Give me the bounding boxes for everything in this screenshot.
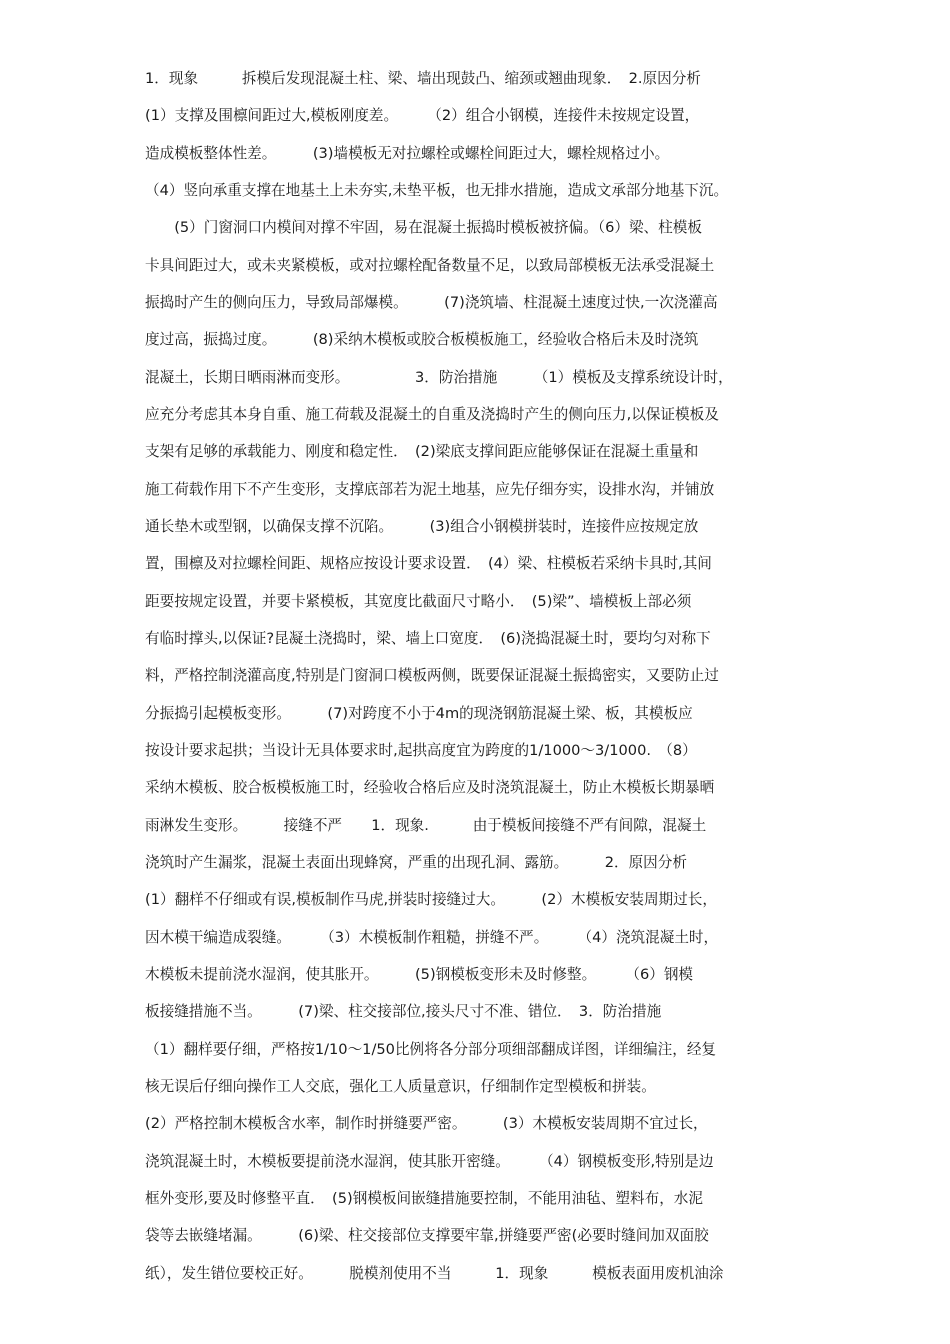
text-line: （4）竖向承重支撑在地基土上未夯实,未垫平板，也无排水措施，造成文承部分地基下沉。 (145, 182, 729, 199)
text-line: 通长垫木或型钢，以确保支撑不沉陷。 (3)组合小钢模拼装时，连接件应按规定放 (145, 518, 699, 535)
text-line: 振捣时产生的侧向压力，导致局部爆模。 (7)浇筑墙、柱混凝土速度过快,一次浇灌高 (145, 294, 718, 311)
text-line: 料，严格控制浇灌高度,特别是门窗洞口模板两侧，既要保证混凝土振捣密实，又要防止过 (145, 667, 719, 684)
text-line: 支架有足够的承载能力、刚度和稳定性． (2)梁底支撑间距应能够保证在混凝土重量和 (145, 443, 699, 460)
text-line: 分振捣引起模板变形。 (7)对跨度不小于4m的现浇钢筋混凝土梁、板，其模板应 (145, 705, 693, 722)
text-line: 浇筑混凝土时，木模板要提前浇水湿润，使其胀开密缝。 （4）钢模板变形,特别是边 (145, 1153, 714, 1170)
text-line: (1）支撑及围檩间距过大,模板刚度差。 （2）组合小钢模，连接件未按规定设置， (145, 107, 700, 124)
text-line: 混凝土，长期日晒雨淋而变形。 3．防治措施 （1）模板及支撑系统设计时， (145, 369, 733, 386)
text-line: 框外变形,要及时修整平直． (5)钢模板间嵌缝措施要控制，不能用油毡、塑料布，水泥 (145, 1190, 703, 1207)
text-line: 有临时撑头,以保证?昆凝土浇捣时，梁、墙上口宽度． (6)浇捣混凝土时，要均匀对称下 (145, 630, 711, 647)
text-line: 采纳木模板、胶合板模板施工时，经验收合格后应及时浇筑混凝土，防止木模板长期暴晒 (145, 779, 715, 796)
text-line: 度过高，振捣过度。 (8)采纳木模板或胶合板模板施工，经验收合格后未及时浇筑 (145, 331, 699, 348)
text-line: 置，围檩及对拉螺栓间距、规格应按设计要求设置． (4）梁、柱模板若采纳卡具时,其间 (145, 555, 712, 572)
text-line: 应充分考虑其本身自重、施工荷载及混凝土的自重及浇捣时产生的侧向压力,以保证模板及 (145, 406, 719, 423)
text-line: 按设计要求起拱；当设计无具体要求时,起拱高度宜为跨度的1/1000～3/1000. （8） (145, 742, 697, 759)
text-line: (2）严格控制木模板含水率，制作时拼缝要严密。 (3）木模板安装周期不宜过长， (145, 1115, 708, 1132)
text-line: (1）翻样不仔细或有误,模板制作马虎,拼装时接缝过大。 (2）木模板安装周期过长， (145, 891, 717, 908)
text-line: 雨淋发生变形。 接缝不严 1．现象. 由于模板间接缝不严有间隙，混凝土 (145, 817, 707, 834)
text-line: (5）门窗洞口内模间对撑不牢固，易在混凝土振捣时模板被挤偏。（6）梁、柱模板 (145, 219, 702, 236)
text-line: 造成模板整体性差。 (3)墙模板无对拉螺栓或螺栓间距过大，螺栓规格过小。 (145, 145, 670, 162)
text-line: 核无误后仔细向操作工人交底，强化工人质量意识，仔细制作定型模板和拼装。 (145, 1078, 656, 1095)
text-line: 卡具间距过大，或未夹紧模板，或对拉螺栓配备数量不足，以致局部模板无法承受混凝土 (145, 257, 715, 274)
text-line: 浇筑时产生漏浆，混凝土表面出现蜂窝，严重的出现孔洞、露筋。 2．原因分析 (145, 854, 687, 871)
text-line: 木模板未提前浇水湿润，使其胀开。 (5)钢模板变形未及时修整。 （6）钢模 (145, 966, 694, 983)
text-line: 距要按规定设置，并要卡紧模板，其宽度比截面尺寸略小． (5)梁”、墙模板上部必须 (145, 593, 692, 610)
text-line: 1．现象 拆模后发现混凝土柱、梁、墙出现鼓凸、缩颈或翘曲现象． 2.原因分析 (145, 70, 701, 87)
text-line: 纸），发生错位要校正好。 脱模剂使用不当 1．现象 模板表面用废机油涂 (145, 1265, 724, 1282)
text-line: 袋等去嵌缝堵漏。 (6)梁、柱交接部位支撑要牢靠,拼缝要严密(必要时缝间加双面胶 (145, 1227, 709, 1244)
text-line: 板接缝措施不当。 (7)梁、柱交接部位,接头尺寸不准、错位． 3．防治措施 (145, 1003, 662, 1020)
text-line: 因木模干编造成裂缝。 （3）木模板制作粗糙，拼缝不严。 （4）浇筑混凝土时， (145, 929, 719, 946)
text-line: 施工荷载作用下不产生变形，支撑底部若为泥土地基，应先仔细夯实，设排水沟，并铺放 (145, 481, 715, 498)
text-line: （1）翻样要仔细，严格按1/10～1/50比例将各分部分项细部翻成详图，详细编注，经复 (145, 1041, 717, 1058)
